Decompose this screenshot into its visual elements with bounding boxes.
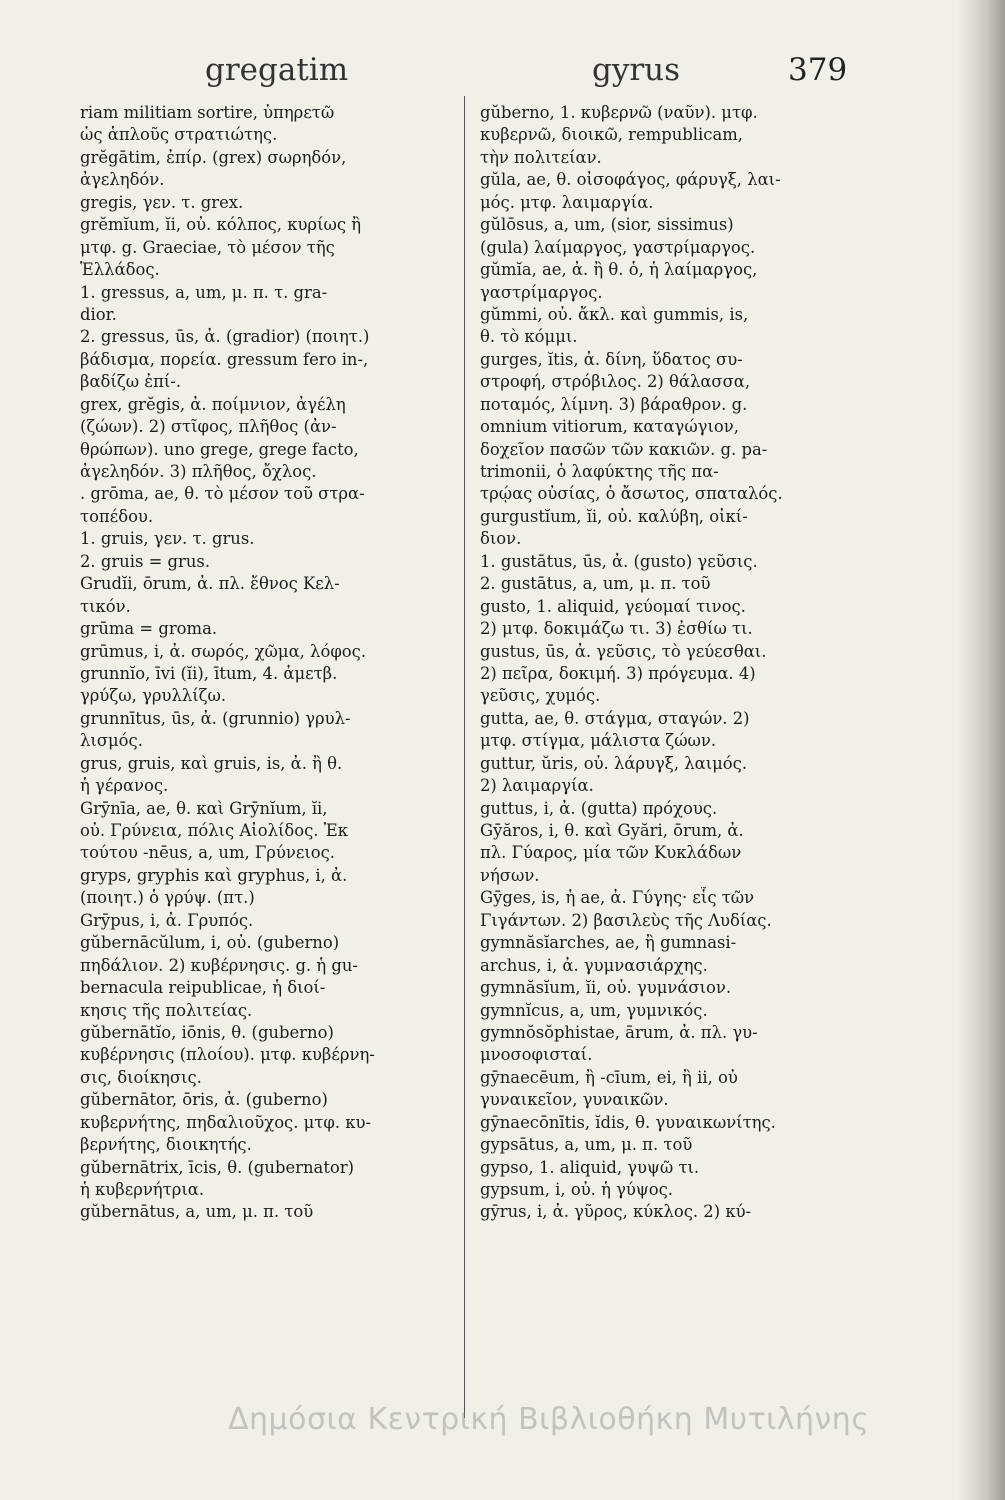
right-column xyxy=(480,102,865,1224)
entry-line: gŭbernātor, ōris, ἀ. (guberno) xyxy=(80,1090,328,1110)
entry-line: ποταμός, λίμνη. 3) βάραθρον. g. xyxy=(480,394,748,414)
left-column xyxy=(80,102,460,1224)
entry-line: gypsātus, a, um, μ. π. τοῦ xyxy=(480,1135,693,1155)
entry-line: 2) μτφ. δοκιμάζω τι. 3) ἐσθίω τι. xyxy=(480,619,753,639)
entry-line: gŭbernātĭo, iōnis, θ. (guberno) xyxy=(80,1022,334,1042)
entry-line: λισμός. xyxy=(80,731,143,751)
entry-line: τοπέδου. xyxy=(80,506,154,526)
entry-line: κυβερνήτης, πηδαλιοῦχος. μτφ. κυ- xyxy=(80,1112,372,1132)
entry-line: grunnĭo, īvi (ĭi), ītum, 4. ἀμετβ. xyxy=(80,663,338,683)
entry-line: 2. gressus, ūs, ἀ. (gradior) (ποιητ.) xyxy=(80,327,370,347)
entry-line: grūma = groma. xyxy=(80,619,218,639)
entry-line: γεῦσις, χυμός. xyxy=(480,686,601,706)
right-guide-word: gyrus xyxy=(592,52,681,88)
entry-line: ἡ κυβερνήτρια. xyxy=(80,1180,205,1199)
entry-line: gŭmmi, οὐ. ἄκλ. καὶ gummis, is, xyxy=(480,304,749,324)
entry-line: τρῴας οὐσίας, ὁ ἄσωτος, σπαταλός. xyxy=(480,484,783,504)
entry-line: 2. gustātus, a, um, μ. π. τοῦ xyxy=(480,574,711,594)
entry-line: archus, i, ἀ. γυμνασιάρχης. xyxy=(480,955,708,975)
entry-line: Gȳges, is, ἡ ae, ἀ. Γύγης· εἷς τῶν xyxy=(480,888,755,908)
entry-line: μτφ. g. Graeciae, τὸ μέσον τῆς xyxy=(80,237,335,257)
column-divider xyxy=(464,96,465,1418)
entry-line: κυβερνῶ, διοικῶ, rempublicam, xyxy=(480,125,743,145)
entry-line: τικόν. xyxy=(80,596,131,616)
entry-line: μνοσοφισταί. xyxy=(480,1045,593,1065)
entry-line: gŭla, ae, θ. οἰσοφάγος, φάρυγξ, λαι- xyxy=(480,170,781,190)
entry-line: bernacula reipublicae, ἡ διοί- xyxy=(80,978,326,998)
entry-line: 2) πεῖρα, δοκιμή. 3) πρόγευμα. 4) xyxy=(480,663,756,683)
entry-line: πηδάλιον. 2) κυβέρνησις. g. ἡ gu- xyxy=(80,955,358,975)
entry-line: riam militiam sortire, ὑπηρετῶ xyxy=(80,103,335,122)
entry-line: Grȳpus, i, ἀ. Γρυπός. xyxy=(80,910,254,930)
entry-line: ἀγεληδόν. xyxy=(80,170,165,190)
entry-line: gymnŏsŏphistae, ārum, ἀ. πλ. γυ- xyxy=(480,1022,758,1042)
entry-line: Gȳăros, i, θ. καὶ Gyări, ōrum, ἀ. xyxy=(480,821,744,840)
entry-line: gymnĭcus, a, um, γυμνικός. xyxy=(480,1000,708,1020)
entry-line: Grudĭi, ōrum, ἀ. πλ. ἔθνος Κελ- xyxy=(80,574,340,594)
entry-line: guttur, ŭris, οὐ. λάρυγξ, λαιμός. xyxy=(480,753,748,773)
entry-line: δοχεῖον πασῶν τῶν κακιῶν. g. pa- xyxy=(480,439,768,459)
entry-line: κυβέρνησις (πλοίου). μτφ. κυβέρνη- xyxy=(80,1045,375,1065)
entry-line: νήσων. xyxy=(480,865,540,885)
library-watermark: Δημόσια Κεντρική Βιβλιοθήκη Μυτιλήνης xyxy=(228,1402,870,1437)
entry-line: grus, gruis, καὶ gruis, is, ἀ. ἢ θ. xyxy=(80,753,343,773)
entry-line: gŭmĭa, ae, ἀ. ἢ θ. ὁ, ἡ λαίμαργος, xyxy=(480,260,758,280)
entry-line: θρώπων). uno grege, grege facto, xyxy=(80,439,359,459)
entry-line: μός. μτφ. λαιμαργία. xyxy=(480,192,654,212)
entry-line: κησις τῆς πολιτείας. xyxy=(80,1000,253,1020)
entry-line: ἡ γέρανος. xyxy=(80,776,169,796)
entry-line: ἀγεληδόν. 3) πλῆθος, ὄχλος. xyxy=(80,462,317,481)
entry-line: gȳnaecēum, ἢ -cīum, ei, ἢ ii, οὐ xyxy=(480,1067,738,1087)
entry-line: omnium vitiorum, καταγώγιον, xyxy=(480,417,739,437)
entry-line: grunnītus, ūs, ἀ. (grunnio) γρυλ- xyxy=(80,708,351,728)
entry-line: 2) λαιμαργία. xyxy=(480,776,594,796)
entry-line: gregis, γεν. τ. grex. xyxy=(80,192,244,212)
entry-line: Grȳnīa, ae, θ. καὶ Grȳnĭum, ĭi, xyxy=(80,798,328,818)
entry-line: μτφ. στίγμα, μάλιστα ζώων. xyxy=(480,731,717,751)
entry-line: (ποιητ.) ὁ γρύψ. (πτ.) xyxy=(80,888,255,908)
entry-line: gŭberno, 1. κυβερνῶ (ναῦν). μτφ. xyxy=(480,103,758,122)
entry-line: 1. gustātus, ūs, ἀ. (gusto) γεῦσις. xyxy=(480,551,758,571)
entry-line: (ζώων). 2) στῖφος, πλῆθος (ἀν- xyxy=(80,417,337,437)
entry-line: στροφή, στρόβιλος. 2) θάλασσα, xyxy=(480,372,751,392)
entry-line: gŭbernātus, a, um, μ. π. τοῦ xyxy=(80,1202,314,1222)
entry-line: gŭlōsus, a, um, (sior, sissimus) xyxy=(480,215,734,235)
entry-line: trimonii, ὁ λαφύκτης τῆς πα- xyxy=(480,462,719,481)
entry-line: gypsum, i, οὐ. ἡ γύψος. xyxy=(480,1180,673,1199)
entry-line: 1. gressus, a, um, μ. π. τ. gra- xyxy=(80,282,328,302)
entry-line: gymnăsĭarches, ae, ἢ gumnasi- xyxy=(480,933,737,953)
entry-line: οὐ. Γρύνεια, πόλις Αἰολίδος. Ἐκ xyxy=(80,821,348,840)
entry-line: gurges, ĭtis, ἀ. δίνη, ὕδατος συ- xyxy=(480,349,743,369)
entry-line: ὡς ἁπλοῦς στρατιώτης. xyxy=(80,125,278,145)
entry-line: τὴν πολιτείαν. xyxy=(480,147,602,167)
spine-shadow xyxy=(957,0,1005,1500)
entry-line: guttus, i, ἀ. (gutta) πρόχους. xyxy=(480,798,718,818)
entry-line: gustus, ūs, ἀ. γεῦσις, τὸ γεύεσθαι. xyxy=(480,641,767,661)
entry-line: 1. gruis, γεν. τ. grus. xyxy=(80,529,255,549)
entry-line: gypso, 1. aliquid, γυψῶ τι. xyxy=(480,1157,700,1177)
entry-line: gryps, gryphis καὶ gryphus, i, ἀ. xyxy=(80,865,348,885)
entry-line: γυναικεῖον, γυναικῶν. xyxy=(480,1090,669,1110)
entry-line: gurgustĭum, ĭi, οὐ. καλύβη, οἰκί- xyxy=(480,506,748,526)
entry-line: Γιγάντων. 2) βασιλεὺς τῆς Λυδίας. xyxy=(480,910,772,930)
entry-line: gȳnaecōnītis, ĭdis, θ. γυναικωνίτης. xyxy=(480,1112,776,1132)
entry-line: γρύζω, γρυλλίζω. xyxy=(80,686,227,706)
entry-line: grex, grĕgis, ἀ. ποίμνιον, ἀγέλη xyxy=(80,394,346,414)
page-header xyxy=(0,52,1005,96)
left-guide-word: gregatim xyxy=(205,52,349,88)
entry-line: βαδίζω ἐπί-. xyxy=(80,372,182,392)
entry-line: gŭbernātrix, īcis, θ. (gubernator) xyxy=(80,1157,354,1177)
entry-line: βάδισμα, πορεία. gressum fero in-, xyxy=(80,349,369,369)
entry-line: σις, διοίκησις. xyxy=(80,1067,202,1087)
entry-line: gȳrus, i, ἀ. γῦρος, κύκλος. 2) κύ- xyxy=(480,1202,752,1222)
entry-line: διον. xyxy=(480,529,522,549)
entry-line: . grōma, ae, θ. τὸ μέσον τοῦ στρα- xyxy=(80,484,365,504)
entry-line: 2. gruis = grus. xyxy=(80,551,211,571)
page-number: 379 xyxy=(788,52,848,88)
entry-line: grĕmĭum, ĭi, οὐ. κόλπος, κυρίως ἢ xyxy=(80,215,362,235)
entry-line: γαστρίμαργος. xyxy=(480,282,603,302)
entry-line: τούτου -nēus, a, um, Γρύνειος. xyxy=(80,843,336,863)
entry-line: gymnăsĭum, ĭi, οὐ. γυμνάσιον. xyxy=(480,978,732,998)
entry-line: (gula) λαίμαργος, γαστρίμαργος. xyxy=(480,237,756,257)
entry-line: grĕgātim, ἐπίρ. (grex) σωρηδόν, xyxy=(80,147,347,167)
entry-line: dior. xyxy=(80,304,117,324)
entry-line: πλ. Γύαρος, μία τῶν Κυκλάδων xyxy=(480,843,742,863)
entry-line: Ἑλλάδος. xyxy=(80,260,160,280)
entry-line: grūmus, i, ἀ. σωρός, χῶμα, λόφος. xyxy=(80,641,367,661)
entry-line: gutta, ae, θ. στάγμα, σταγών. 2) xyxy=(480,708,750,728)
entry-line: θ. τὸ κόμμι. xyxy=(480,327,578,347)
entry-line: βερνήτης, διοικητής. xyxy=(80,1135,252,1155)
entry-line: gusto, 1. aliquid, γεύομαί τινος. xyxy=(480,596,746,616)
entry-line: gŭbernācŭlum, i, οὐ. (guberno) xyxy=(80,933,340,953)
